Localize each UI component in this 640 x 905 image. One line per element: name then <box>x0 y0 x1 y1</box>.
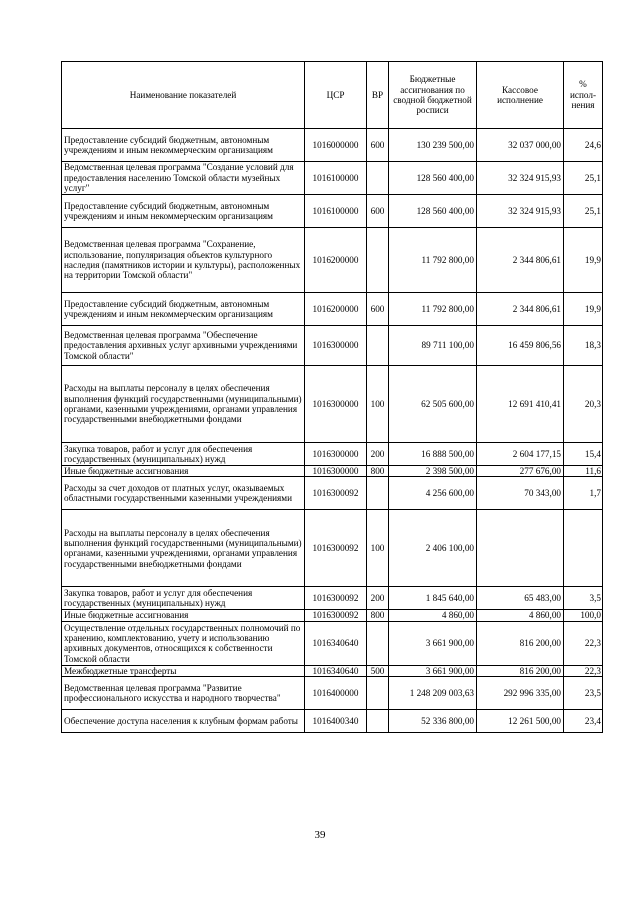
cell-cash: 2 344 806,61 <box>477 228 564 293</box>
table-row <box>62 228 603 293</box>
cell-name: Ведомственная целевая программа "Сохранение, использование, популяризация объектов культурного наследия (памятников истории и культуры), расположенных на территории Томской области" <box>62 228 305 293</box>
cell-name: Иные бюджетные ассигнования <box>62 466 305 477</box>
cell-cash: 65 483,00 <box>477 587 564 610</box>
cell-pct: 15,4 <box>564 443 603 466</box>
header-budget: Бюджетные ассигнования по сводной бюджетной росписи <box>389 62 477 129</box>
cell-vr: 600 <box>367 129 389 162</box>
cell-budget: 2 398 500,00 <box>389 466 477 477</box>
cell-cash: 12 261 500,00 <box>477 710 564 733</box>
cell-budget: 4 256 600,00 <box>389 477 477 510</box>
cell-budget: 89 711 100,00 <box>389 326 477 366</box>
cell-csr: 1016300000 <box>305 366 367 443</box>
cell-budget: 52 336 800,00 <box>389 710 477 733</box>
table-row <box>62 665 603 676</box>
cell-budget: 130 239 500,00 <box>389 129 477 162</box>
cell-name: Предоставление субсидий бюджетным, автономным учреждениям и иным некоммерческим организациям <box>62 195 305 228</box>
cell-budget: 4 860,00 <box>389 610 477 621</box>
cell-name: Ведомственная целевая программа "Создание условий для предоставления населению Томской области музейных услуг" <box>62 162 305 195</box>
cell-csr: 1016300092 <box>305 610 367 621</box>
cell-cash: 292 996 335,00 <box>477 677 564 710</box>
cell-budget: 128 560 400,00 <box>389 195 477 228</box>
table-row <box>62 366 603 443</box>
cell-vr: 100 <box>367 366 389 443</box>
cell-vr <box>367 710 389 733</box>
table-row <box>62 610 603 621</box>
cell-csr: 1016100000 <box>305 162 367 195</box>
cell-name: Ведомственная целевая программа "Обеспечение предоставления архивных услуг архивными учреждениями Томской области" <box>62 326 305 366</box>
cell-pct: 100,0 <box>564 610 603 621</box>
cell-csr: 1016340640 <box>305 621 367 665</box>
table-row <box>62 477 603 510</box>
cell-cash: 12 691 410,41 <box>477 366 564 443</box>
cell-cash: 2 344 806,61 <box>477 293 564 326</box>
cell-csr: 1016400340 <box>305 710 367 733</box>
table-row <box>62 677 603 710</box>
header-pct: % испол-нения <box>564 62 603 129</box>
table-row <box>62 466 603 477</box>
cell-name: Закупка товаров, работ и услуг для обеспечения государственных (муниципальных) нужд <box>62 587 305 610</box>
cell-name: Предоставление субсидий бюджетным, автономным учреждениям и иным некоммерческим организациям <box>62 129 305 162</box>
header-row <box>62 62 603 129</box>
table-row <box>62 710 603 733</box>
cell-cash: 70 343,00 <box>477 477 564 510</box>
cell-pct: 25,1 <box>564 162 603 195</box>
cell-csr: 1016300092 <box>305 510 367 587</box>
cell-name: Межбюджетные трансферты <box>62 665 305 676</box>
cell-budget: 1 845 640,00 <box>389 587 477 610</box>
cell-cash: 816 200,00 <box>477 621 564 665</box>
cell-cash: 277 676,00 <box>477 466 564 477</box>
cell-name: Обеспечение доступа населения к клубным формам работы <box>62 710 305 733</box>
cell-vr: 600 <box>367 293 389 326</box>
cell-budget: 1 248 209 003,63 <box>389 677 477 710</box>
table-row <box>62 293 603 326</box>
cell-vr <box>367 477 389 510</box>
cell-pct: 25,1 <box>564 195 603 228</box>
cell-name: Расходы за счет доходов от платных услуг, оказываемых областными государственными казенными учреждениями <box>62 477 305 510</box>
cell-vr: 200 <box>367 587 389 610</box>
cell-vr <box>367 677 389 710</box>
table-row <box>62 326 603 366</box>
cell-vr: 800 <box>367 466 389 477</box>
cell-budget: 16 888 500,00 <box>389 443 477 466</box>
cell-budget: 11 792 800,00 <box>389 228 477 293</box>
cell-pct: 24,6 <box>564 129 603 162</box>
cell-name: Осуществление отдельных государственных полномочий по хранению, комплектованию, учету и использованию архивных документов, относящихся к собственности Томской области <box>62 621 305 665</box>
cell-csr: 1016200000 <box>305 228 367 293</box>
cell-pct: 19,9 <box>564 228 603 293</box>
cell-pct: 18,3 <box>564 326 603 366</box>
cell-budget: 2 406 100,00 <box>389 510 477 587</box>
header-cash: Кассовое исполнение <box>477 62 564 129</box>
cell-cash: 16 459 806,56 <box>477 326 564 366</box>
cell-vr: 800 <box>367 610 389 621</box>
cell-pct: 11,6 <box>564 466 603 477</box>
table-row <box>62 195 603 228</box>
cell-pct: 3,5 <box>564 587 603 610</box>
cell-name: Расходы на выплаты персоналу в целях обеспечения выполнения функций государственными (муниципальными) органами, казенными учреждениями, органами управления государственными внебюджетными фондами <box>62 510 305 587</box>
table-row <box>62 587 603 610</box>
cell-vr <box>367 621 389 665</box>
cell-name: Иные бюджетные ассигнования <box>62 610 305 621</box>
cell-cash: 32 324 915,93 <box>477 195 564 228</box>
cell-vr: 600 <box>367 195 389 228</box>
cell-name: Закупка товаров, работ и услуг для обеспечения государственных (муниципальных) нужд <box>62 443 305 466</box>
table-row <box>62 510 603 587</box>
cell-vr: 100 <box>367 510 389 587</box>
page-number: 39 <box>314 829 326 841</box>
cell-vr <box>367 326 389 366</box>
cell-cash <box>477 510 564 587</box>
header-csr: ЦСР <box>305 62 367 129</box>
cell-csr: 1016300000 <box>305 443 367 466</box>
table-row <box>62 621 603 665</box>
table-row <box>62 129 603 162</box>
cell-name: Ведомственная целевая программа "Развитие профессионального искусства и народного творчества" <box>62 677 305 710</box>
cell-vr: 500 <box>367 665 389 676</box>
cell-budget: 128 560 400,00 <box>389 162 477 195</box>
cell-vr <box>367 228 389 293</box>
table-body <box>62 129 603 733</box>
cell-budget: 3 661 900,00 <box>389 621 477 665</box>
cell-cash: 816 200,00 <box>477 665 564 676</box>
cell-vr: 200 <box>367 443 389 466</box>
cell-budget: 62 505 600,00 <box>389 366 477 443</box>
cell-cash: 4 860,00 <box>477 610 564 621</box>
cell-pct: 22,3 <box>564 665 603 676</box>
cell-pct <box>564 510 603 587</box>
cell-cash: 32 324 915,93 <box>477 162 564 195</box>
cell-cash: 32 037 000,00 <box>477 129 564 162</box>
header-name: Наименование показателей <box>62 62 305 129</box>
table-row <box>62 162 603 195</box>
cell-csr: 1016300000 <box>305 466 367 477</box>
header-vr: ВР <box>367 62 389 129</box>
cell-vr <box>367 162 389 195</box>
cell-pct: 22,3 <box>564 621 603 665</box>
budget-table <box>61 61 603 733</box>
cell-csr: 1016340640 <box>305 665 367 676</box>
cell-csr: 1016100000 <box>305 195 367 228</box>
cell-pct: 1,7 <box>564 477 603 510</box>
cell-csr: 1016300092 <box>305 477 367 510</box>
cell-csr: 1016300000 <box>305 326 367 366</box>
cell-pct: 20,3 <box>564 366 603 443</box>
cell-csr: 1016000000 <box>305 129 367 162</box>
cell-budget: 3 661 900,00 <box>389 665 477 676</box>
cell-name: Предоставление субсидий бюджетным, автономным учреждениям и иным некоммерческим организациям <box>62 293 305 326</box>
cell-budget: 11 792 800,00 <box>389 293 477 326</box>
table-row <box>62 443 603 466</box>
cell-name: Расходы на выплаты персоналу в целях обеспечения выполнения функций государственными (муниципальными) органами, казенными учреждениями, органами управления государственными внебюджетными фондами <box>62 366 305 443</box>
cell-csr: 1016200000 <box>305 293 367 326</box>
cell-csr: 1016300092 <box>305 587 367 610</box>
cell-cash: 2 604 177,15 <box>477 443 564 466</box>
cell-pct: 19,9 <box>564 293 603 326</box>
cell-pct: 23,5 <box>564 677 603 710</box>
cell-pct: 23,4 <box>564 710 603 733</box>
cell-csr: 1016400000 <box>305 677 367 710</box>
